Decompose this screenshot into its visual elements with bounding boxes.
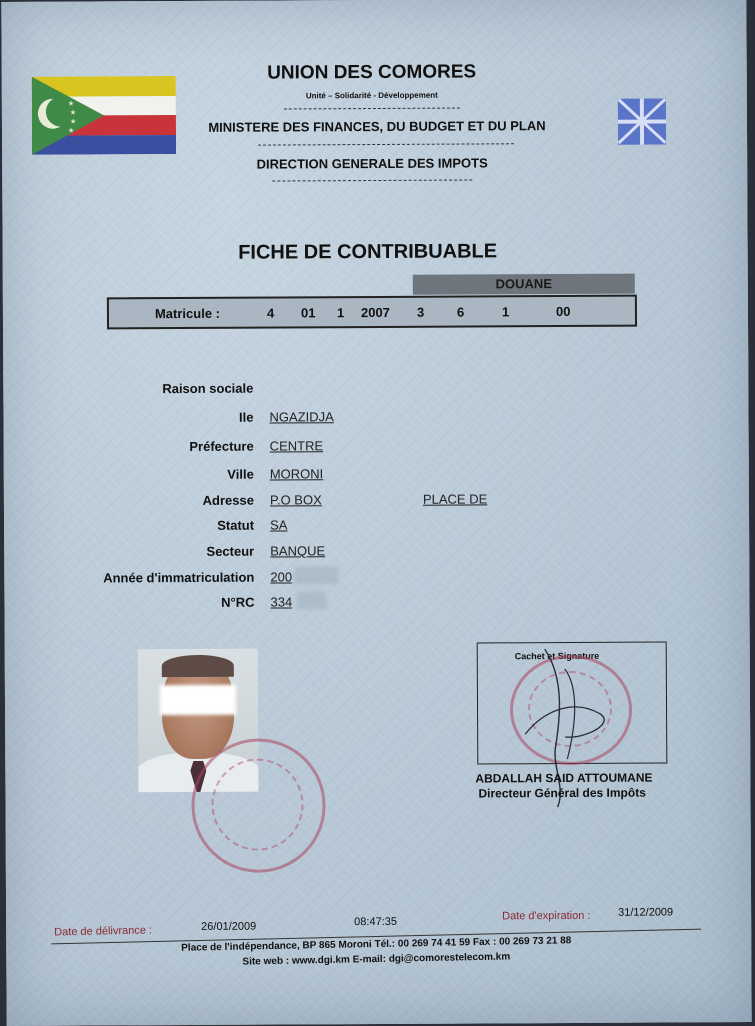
delivery-date-label: Date de délivrance : — [54, 924, 153, 939]
direction-name: DIRECTION GENERALE DES IMPOTS — [256, 155, 488, 172]
field-value-adresse: P.O BOX — [269, 492, 322, 508]
official-stamp-inner-icon — [211, 758, 303, 850]
document-title: FICHE DE CONTRIBUABLE — [238, 240, 498, 264]
face-redaction — [160, 685, 236, 715]
matricule-part: 1 — [501, 304, 510, 320]
matricule-part: 2007 — [360, 304, 390, 321]
field-value-nrc: 334 — [270, 594, 293, 610]
field-label-adresse: Adresse — [202, 492, 254, 508]
matricule-part: 4 — [266, 305, 275, 321]
matricule-part: 00 — [555, 303, 571, 320]
tax-card-document — [1, 0, 751, 1026]
redaction-blur — [296, 591, 326, 609]
field-value-prefecture: CENTRE — [269, 438, 324, 454]
signatory-role: Directeur Général des Impôts — [478, 785, 646, 801]
divider — [258, 143, 514, 145]
matricule-part: 1 — [336, 305, 345, 321]
field-label-ile: Ile — [238, 409, 254, 425]
matricule-box — [107, 295, 637, 330]
field-value-ville: MORONI — [269, 466, 324, 482]
comoros-flag-icon: ★ ★ ★ ★ — [32, 76, 176, 155]
field-value-adresse-2: PLACE DE — [422, 491, 488, 507]
divider — [284, 108, 460, 110]
divider — [272, 179, 472, 181]
country-name: UNION DES COMORES — [267, 61, 477, 84]
field-value-annee-immatriculation: 200 — [270, 569, 293, 585]
ministry-name: MINISTERE DES FINANCES, DU BUDGET ET DU PLAN — [208, 118, 546, 135]
matricule-part: 01 — [300, 305, 316, 321]
field-label-statut: Statut — [217, 517, 255, 533]
matricule-part: 6 — [456, 304, 465, 320]
footer-address: Place de l'indépendance, BP 865 Moroni Tél.: 00 269 74 41 59 Fax : 00 269 73 21 88 — [181, 935, 572, 954]
redaction-blur — [294, 566, 338, 584]
field-label-raison-sociale: Raison sociale — [162, 380, 254, 397]
expiry-date-label: Date d'expiration : — [502, 909, 591, 923]
field-label-secteur: Secteur — [206, 543, 255, 559]
signature-box-label: Cachet et Signature — [514, 650, 600, 662]
emblem-icon — [618, 98, 666, 144]
footer-contact: Site web : www.dgi.km E-mail: dgi@comorestelecom.km — [242, 951, 511, 968]
expiry-date: 31/12/2009 — [618, 906, 674, 919]
field-value-secteur: BANQUE — [270, 543, 326, 559]
douane-header: DOUANE — [413, 274, 635, 295]
signatory-name: ABDALLAH SAID ATTOUMANE — [475, 770, 653, 786]
field-value-ile: NGAZIDJA — [269, 409, 334, 425]
field-value-statut: SA — [270, 517, 288, 533]
delivery-time: 08:47:35 — [354, 915, 398, 929]
matricule-part: 3 — [416, 304, 425, 320]
matricule-label: Matricule : — [154, 305, 221, 322]
national-motto: Unité – Solidarité - Développement — [305, 90, 438, 101]
field-label-ville: Ville — [227, 466, 254, 482]
field-label-prefecture: Préfecture — [189, 438, 254, 454]
delivery-date: 26/01/2009 — [201, 920, 257, 933]
field-label-annee-immatriculation: Année d'immatriculation — [103, 569, 255, 586]
field-label-nrc: N°RC — [221, 594, 255, 610]
